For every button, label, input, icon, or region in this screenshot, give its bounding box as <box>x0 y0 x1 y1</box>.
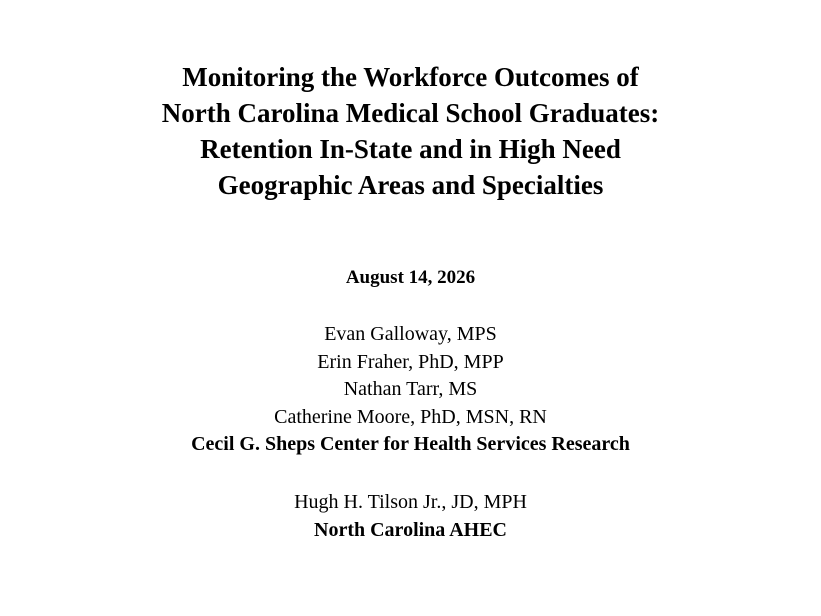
author-group-sheps <box>0 321 821 459</box>
author-group-ahec <box>0 489 821 544</box>
document-title <box>0 59 821 203</box>
author-name: Catherine Moore, PhD, MSN, RN <box>274 405 547 428</box>
title-line: Geographic Areas and Specialties <box>217 170 604 200</box>
title-line: Retention In-State and in High Need <box>200 134 621 164</box>
title-line: North Carolina Medical School Graduates: <box>161 98 660 128</box>
title-line: Monitoring the Workforce Outcomes of <box>182 62 639 92</box>
author-name: Hugh H. Tilson Jr., JD, MPH <box>294 491 527 513</box>
author-name: Nathan Tarr, MS <box>343 378 478 400</box>
document-date: August 14, 2026 <box>345 267 476 288</box>
author-organization: North Carolina AHEC <box>314 518 507 541</box>
author-name: Erin Fraher, PhD, MPP <box>317 350 504 373</box>
author-name: Evan Galloway, MPS <box>324 323 497 345</box>
author-organization: Cecil G. Sheps Center for Health Services Research <box>191 433 630 455</box>
